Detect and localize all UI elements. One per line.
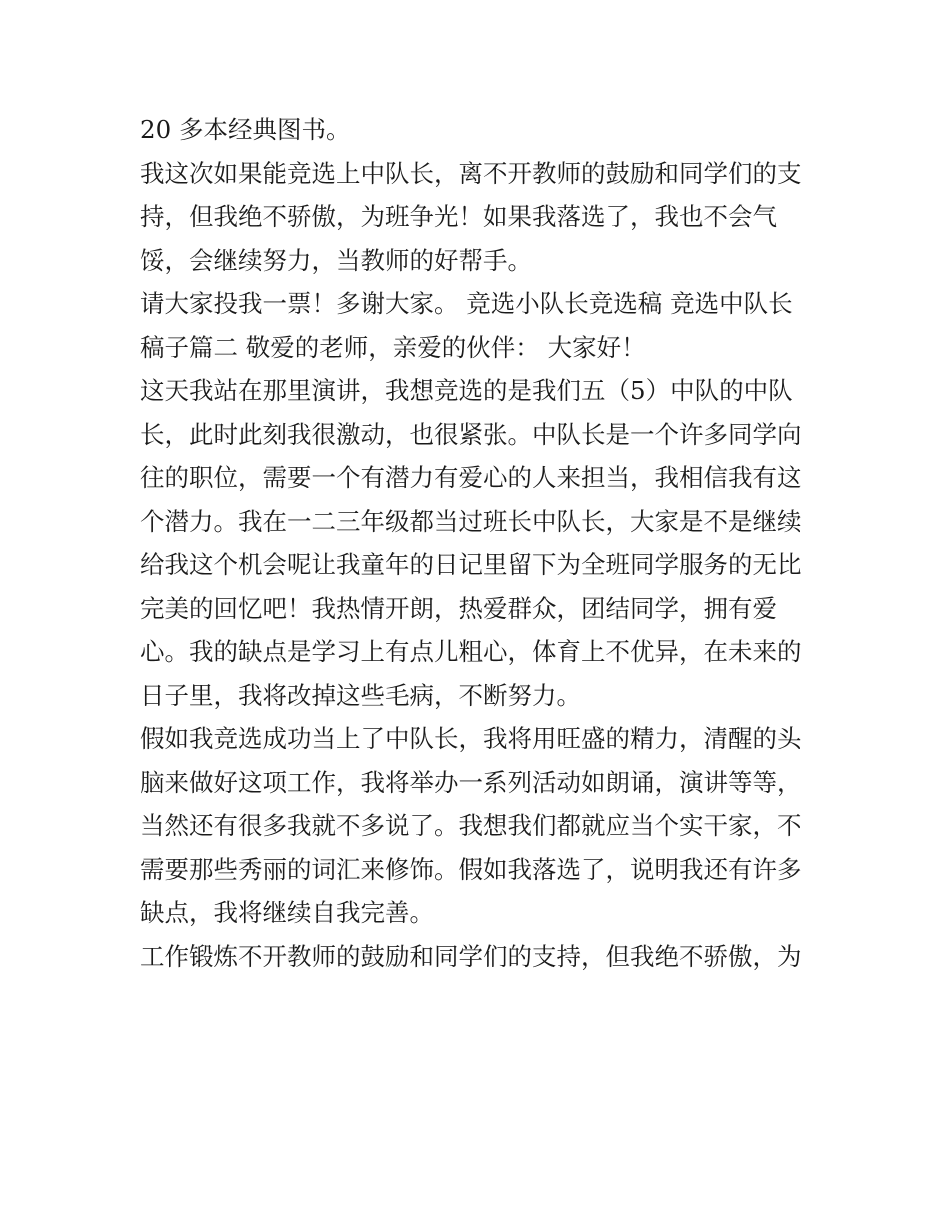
text-line: 持，但我绝不骄傲，为班争光！如果我落选了，我也不会气 (140, 202, 777, 231)
text-line: 当然还有很多我就不多说了。我想我们都就应当个实干家，不 (140, 811, 802, 840)
text-line: 工作锻炼不开教师的鼓励和同学们的支持，但我绝不骄傲，为 (140, 941, 802, 971)
text-line: 日子里，我将改掉这些毛病，不断努力。 (140, 680, 581, 710)
text-line: 长，此时此刻我很激动，也很紧张。中队长是一个许多同学向 (140, 419, 802, 449)
text-line: 缺点，我将继续自我完善。 (140, 898, 434, 927)
text-line: 稿子篇二 敬爱的老师，亲爱的伙伴： 大家好！ (140, 332, 646, 362)
text-line: 需要那些秀丽的词汇来修饰。假如我落选了，说明我还有许多 (140, 854, 802, 884)
text-line: 假如我竞选成功当上了中队长，我将用旺盛的精力，清醒的头 (140, 724, 802, 753)
text-line: 20 多本经典图书。 (140, 115, 351, 144)
text-line: 这天我站在那里演讲，我想竞选的是我们五（5）中队的中队 (140, 376, 793, 405)
text-line: 我这次如果能竞选上中队长，离不开教师的鼓励和同学们的支 (140, 158, 802, 188)
text-line: 馁，会继续努力，当教师的好帮手。 (140, 245, 532, 275)
text-line: 完美的回忆吧！我热情开朗，热爱群众，团结同学，拥有爱 (140, 593, 777, 623)
text-line: 脑来做好这项工作，我将举办一系列活动如朗诵，演讲等等， (140, 767, 802, 797)
text-line: 请大家投我一票！多谢大家。 竞选小队长竞选稿 竞选中队长 (140, 289, 793, 318)
text-line: 心。我的缺点是学习上有点儿粗心，体育上不优异，在未来的 (140, 637, 802, 666)
text-line: 个潜力。我在一二三年级都当过班长中队长，大家是不是继续 (140, 506, 802, 536)
text-line: 往的职位，需要一个有潜力有爱心的人来担当，我相信我有这 (140, 463, 802, 492)
text-line: 给我这个机会呢让我童年的日记里留下为全班同学服务的无比 (140, 550, 802, 579)
document-body (140, 108, 812, 978)
